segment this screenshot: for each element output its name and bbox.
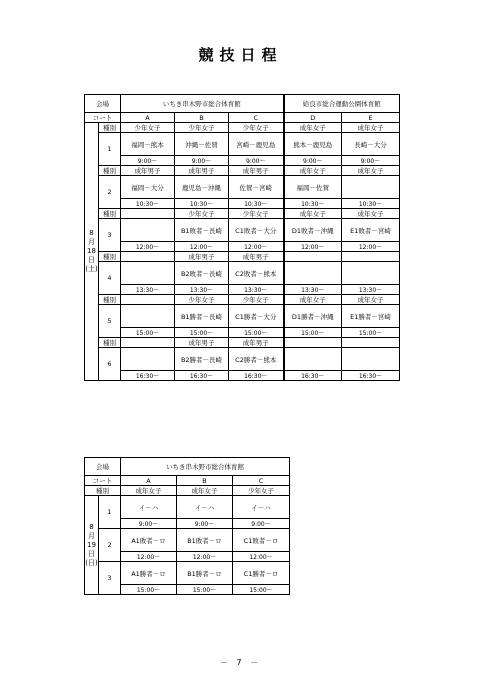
category-label: 種別: [99, 295, 121, 305]
date-cell: [85, 123, 99, 381]
category-cell: 成年女子: [177, 486, 233, 496]
match-cell: B1勝者－長崎: [175, 305, 229, 328]
match-cell: 福岡－熊本: [121, 133, 175, 156]
match-cell: [284, 348, 342, 371]
match-cell: E1勝者－宮崎: [342, 305, 400, 328]
category-cell: [121, 252, 175, 262]
round-number: 1: [99, 496, 121, 529]
start-time: 10:30～: [284, 199, 342, 209]
start-time: 16:30～: [229, 371, 284, 381]
start-time: 9:00～: [229, 156, 284, 166]
schedule-table-day1: [84, 94, 400, 381]
start-time: 16:30～: [342, 371, 400, 381]
court-header: A: [121, 476, 177, 486]
start-time: 12:00～: [177, 552, 233, 562]
category-cell: [342, 252, 400, 262]
category-cell: 成年女子: [342, 209, 400, 219]
category-row: [85, 486, 290, 496]
round-number: 2: [99, 529, 121, 562]
start-time: 9:00～: [284, 156, 342, 166]
court-header: B: [175, 113, 229, 123]
venue-row: [85, 458, 290, 476]
time-row: [85, 285, 400, 295]
match-cell: E1敗者－宮崎: [342, 219, 400, 242]
match-cell: 沖縄－佐賀: [175, 133, 229, 156]
start-time: 9:00～: [342, 156, 400, 166]
start-time: 15:00～: [121, 585, 177, 595]
start-time: 15:00～: [177, 585, 233, 595]
match-cell: B1敗者－ロ: [177, 529, 233, 552]
category-cell: 成年男子: [175, 252, 229, 262]
category-cell: [121, 338, 175, 348]
round-number: 2: [99, 176, 121, 209]
date-part: 日: [88, 549, 95, 558]
start-time: 9:00～: [121, 156, 175, 166]
round-number: 3: [99, 219, 121, 252]
match-cell: 長崎－大分: [342, 133, 400, 156]
page-number: － 7 －: [219, 658, 262, 667]
match-cell: A1敗者－ロ: [121, 529, 177, 552]
court-row: [85, 476, 290, 486]
category-cell: 少年女子: [175, 123, 229, 133]
start-time: 12:00～: [121, 242, 175, 252]
category-cell: 少年女子: [229, 209, 284, 219]
start-time: 10:30～: [342, 199, 400, 209]
match-cell: C1敗者－ロ: [233, 529, 290, 552]
schedule-table-day2: [84, 457, 290, 595]
category-cell: 成年女子: [284, 295, 342, 305]
start-time: 15:00～: [233, 585, 290, 595]
category-cell: 少年女子: [233, 486, 290, 496]
match-row: [85, 219, 400, 242]
match-row: [85, 496, 290, 519]
category-row: [85, 209, 400, 219]
category-cell: [284, 252, 342, 262]
court-header: B: [177, 476, 233, 486]
venue-label: 会場: [85, 95, 121, 113]
start-time: 16:30～: [175, 371, 229, 381]
match-row: [85, 305, 400, 328]
category-cell: 成年男子: [229, 252, 284, 262]
category-cell: 成年男子: [229, 338, 284, 348]
start-time: 15:00～: [284, 328, 342, 338]
date-part: 8: [89, 229, 94, 237]
start-time: 16:30～: [284, 371, 342, 381]
court-row: [85, 113, 400, 123]
start-time: 12:00～: [233, 552, 290, 562]
time-row: [85, 242, 400, 252]
match-cell: C2敗者－熊本: [229, 262, 284, 285]
start-time: 13:30～: [284, 285, 342, 295]
category-label: 種別: [99, 338, 121, 348]
match-cell: C1敗者－大分: [229, 219, 284, 242]
match-cell: [342, 176, 400, 199]
category-cell: 成年女子: [342, 123, 400, 133]
match-row: [85, 348, 400, 371]
category-label: 種別: [99, 123, 121, 133]
page-title: 競技日程: [198, 46, 283, 64]
category-cell: 少年女子: [175, 295, 229, 305]
category-cell: 成年男子: [229, 166, 284, 176]
category-cell: 成年女子: [342, 166, 400, 176]
match-cell: B2勝者－長崎: [175, 348, 229, 371]
category-cell: [121, 209, 175, 219]
start-time: 15:00～: [121, 328, 175, 338]
match-cell: C2勝者－熊本: [229, 348, 284, 371]
category-cell: [342, 338, 400, 348]
start-time: 15:00～: [342, 328, 400, 338]
category-cell: 成年女子: [284, 166, 342, 176]
date-part: (土): [85, 265, 98, 273]
date-part: 19: [87, 540, 96, 549]
category-cell: [121, 295, 175, 305]
category-cell: 少年女子: [229, 123, 284, 133]
round-number: 1: [99, 133, 121, 166]
date-cell: [85, 496, 99, 595]
court-header: A: [121, 113, 175, 123]
category-cell: 成年女子: [342, 295, 400, 305]
match-cell: イ－ハ: [121, 496, 177, 519]
match-cell: 福岡－大分: [121, 176, 175, 199]
start-time: 15:00～: [175, 328, 229, 338]
start-time: 10:30～: [175, 199, 229, 209]
start-time: 9:00～: [177, 519, 233, 529]
date-part: (日): [85, 558, 98, 567]
time-row: [85, 371, 400, 381]
start-time: 12:00～: [229, 242, 284, 252]
date-part: 月: [88, 531, 95, 540]
match-cell: C1勝者－ロ: [233, 562, 290, 585]
category-row: [85, 338, 400, 348]
match-cell: D1敗者－沖縄: [284, 219, 342, 242]
start-time: 12:00～: [175, 242, 229, 252]
match-row: [85, 262, 400, 285]
match-cell: [121, 262, 175, 285]
court-header: C: [233, 476, 290, 486]
category-label: 種別: [99, 252, 121, 262]
time-row: [85, 156, 400, 166]
venue-name: 姶良市総合運動公園体育館: [284, 95, 400, 113]
match-cell: 宮崎－鹿児島: [229, 133, 284, 156]
start-time: 13:30～: [175, 285, 229, 295]
start-time: 9:00～: [233, 519, 290, 529]
start-time: 12:00～: [284, 242, 342, 252]
start-time: 12:00～: [121, 552, 177, 562]
match-cell: A1勝者－ロ: [121, 562, 177, 585]
start-time: 15:00～: [229, 328, 284, 338]
match-row: [85, 529, 290, 552]
match-cell: イ－ハ: [177, 496, 233, 519]
category-label: 種別: [85, 486, 121, 496]
round-number: 3: [99, 562, 121, 595]
match-cell: 鹿児島－沖縄: [175, 176, 229, 199]
category-row: [85, 123, 400, 133]
court-header: C: [229, 113, 284, 123]
start-time: 13:30～: [121, 285, 175, 295]
category-cell: 成年女子: [284, 209, 342, 219]
match-cell: 熊本－鹿児島: [284, 133, 342, 156]
category-cell: 成年男子: [175, 166, 229, 176]
start-time: 10:30～: [229, 199, 284, 209]
time-row: [85, 199, 400, 209]
category-label: 種別: [99, 166, 121, 176]
venue-name: いちき串木野市総合体育館: [121, 458, 290, 476]
match-cell: [121, 219, 175, 242]
match-row: [85, 176, 400, 199]
category-row: [85, 252, 400, 262]
category-cell: 成年女子: [284, 123, 342, 133]
venue-row: [85, 95, 400, 113]
match-cell: B1勝者－ロ: [177, 562, 233, 585]
court-label: コート: [85, 476, 121, 486]
match-row: [85, 562, 290, 585]
category-cell: [284, 338, 342, 348]
court-label: コート: [85, 113, 121, 123]
match-cell: イ－ハ: [233, 496, 290, 519]
match-cell: [121, 348, 175, 371]
time-row: [85, 328, 400, 338]
category-cell: 成年男子: [121, 166, 175, 176]
start-time: 16:30～: [121, 371, 175, 381]
match-cell: B1敗者－長崎: [175, 219, 229, 242]
start-time: 13:30～: [342, 285, 400, 295]
start-time: 9:00～: [175, 156, 229, 166]
start-time: 12:00～: [342, 242, 400, 252]
start-time: 10:30～: [121, 199, 175, 209]
round-number: 4: [99, 262, 121, 295]
match-row: [85, 133, 400, 156]
date-part: 18: [87, 247, 96, 255]
match-cell: C1勝者－大分: [229, 305, 284, 328]
court-header: E: [342, 113, 400, 123]
match-cell: 福岡－佐賀: [284, 176, 342, 199]
start-time: 13:30～: [229, 285, 284, 295]
category-cell: 成年男子: [175, 338, 229, 348]
category-row: [85, 295, 400, 305]
match-cell: [284, 262, 342, 285]
match-cell: D1勝者－沖縄: [284, 305, 342, 328]
match-cell: [121, 305, 175, 328]
venue-name: いちき串木野市総合体育館: [121, 95, 284, 113]
date-part: 月: [88, 238, 95, 246]
category-cell: 少年女子: [229, 295, 284, 305]
category-cell: 少年女子: [121, 123, 175, 133]
court-header: D: [284, 113, 342, 123]
round-number: 5: [99, 305, 121, 338]
match-cell: [342, 348, 400, 371]
start-time: 9:00～: [121, 519, 177, 529]
category-cell: 成年女子: [121, 486, 177, 496]
category-row: [85, 166, 400, 176]
round-number: 6: [99, 348, 121, 381]
match-cell: 佐賀－宮崎: [229, 176, 284, 199]
date-part: 日: [88, 256, 95, 264]
match-cell: [342, 262, 400, 285]
category-label: 種別: [99, 209, 121, 219]
match-cell: B2敗者－長崎: [175, 262, 229, 285]
venue-label: 会場: [85, 458, 121, 476]
category-cell: 少年女子: [175, 209, 229, 219]
date-part: 8: [89, 522, 94, 531]
